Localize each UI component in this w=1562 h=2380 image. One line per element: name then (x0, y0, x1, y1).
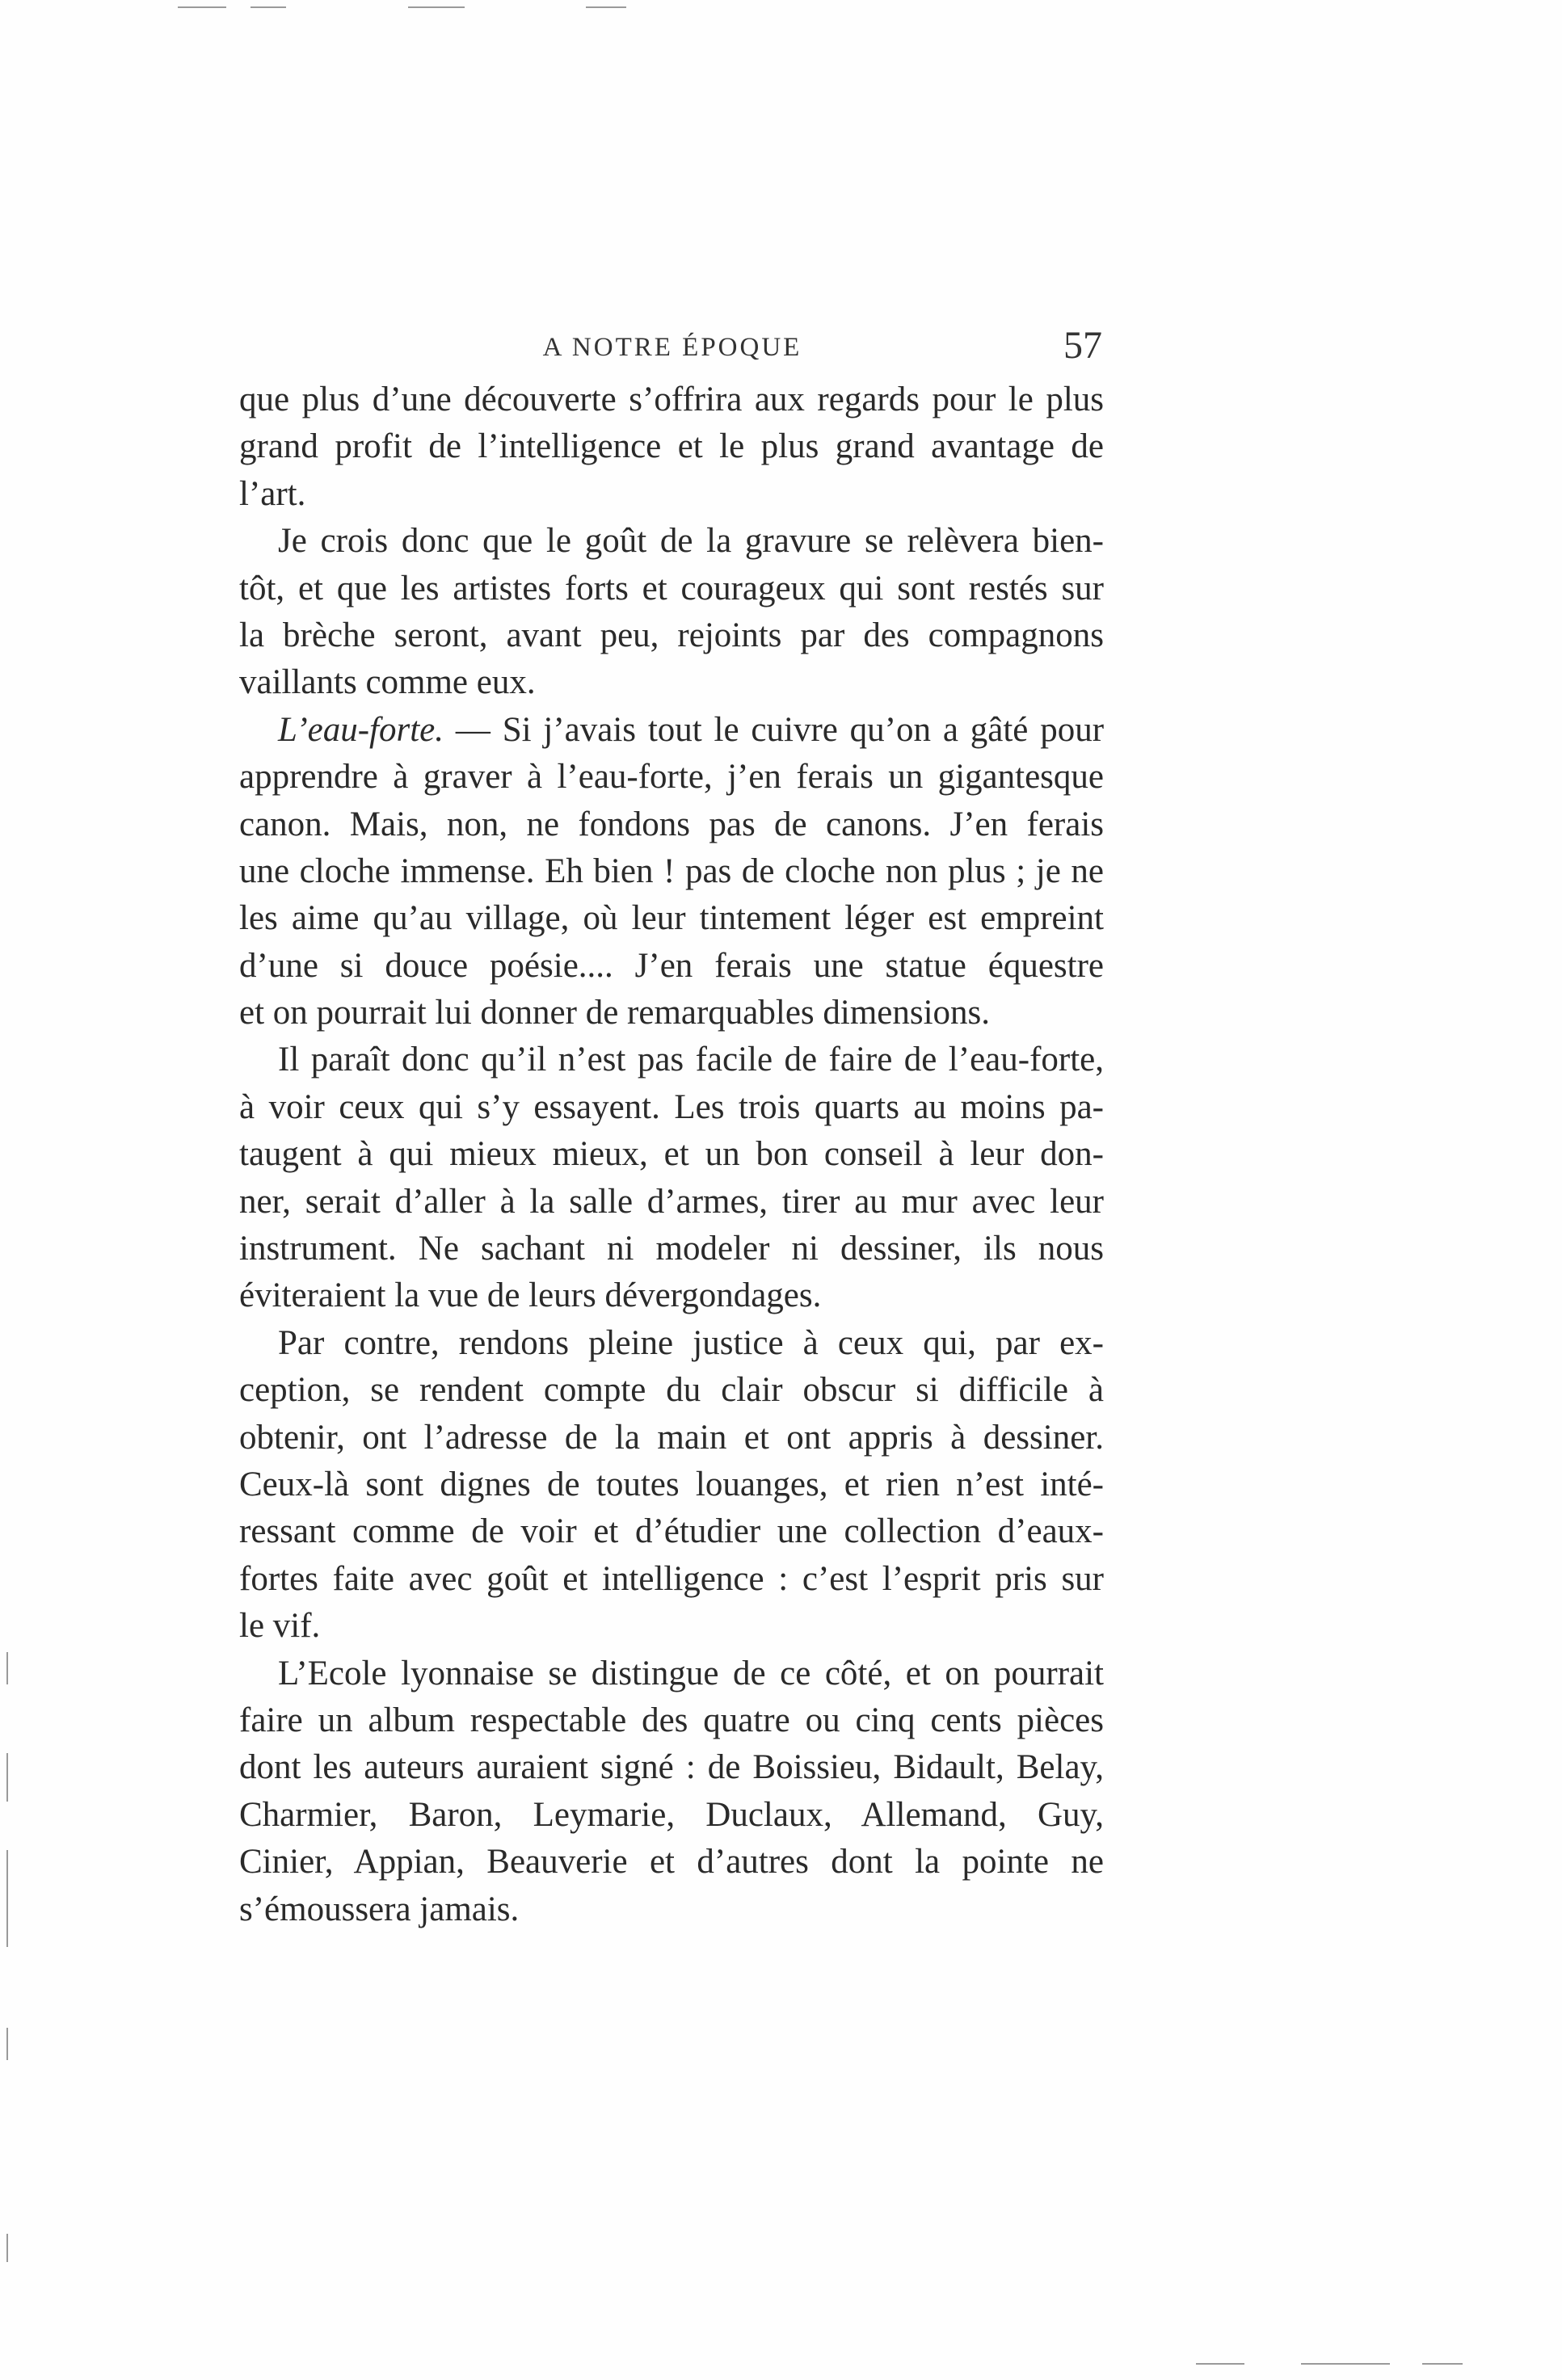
scan-artifact-left-5 (6, 2234, 8, 2262)
scan-artifact-left-3 (6, 1850, 8, 1947)
scan-artifact-left-4 (6, 2028, 8, 2060)
scan-artifact-left-1 (6, 1652, 8, 1684)
text-line: d’une si douce poésie.... J’en ferais une statue équestre (239, 946, 1104, 985)
text-line-with-heading (239, 707, 1104, 754)
text-line: le vif. (239, 1607, 321, 1646)
scan-artifact-bottom-2 (1301, 2363, 1390, 2365)
text-line: taugent à qui mieux mieux, et un bon conseil à leur don- (239, 1135, 1104, 1174)
text-line: Par contre, rendons pleine justice à ceux qui, par ex- (278, 1323, 1104, 1362)
text-line: une cloche immense. Eh bien ! pas de cloche non plus ; je ne (239, 852, 1104, 890)
section-heading-eau-forte: L’eau-forte. (278, 710, 444, 749)
text-line: ception, se rendent compte du clair obscur si difficile à (239, 1371, 1104, 1410)
running-head (236, 323, 1109, 380)
text-line: Ceux-là sont dignes de toutes louanges, et rien n’est inté- (239, 1465, 1104, 1503)
text-line: éviteraient la vue de leurs dévergondages. (239, 1276, 822, 1315)
text-line: s’émoussera jamais. (239, 1890, 520, 1928)
text-line: ressant comme de voir et d’étudier une collection d’eaux- (239, 1512, 1104, 1551)
text-line: à voir ceux qui s’y essayent. Les trois quarts au moins pa- (239, 1087, 1104, 1126)
text-line: — Si j’avais tout le cuivre qu’on a gâté pour (455, 710, 1105, 749)
scan-artifact-top-3 (408, 6, 465, 8)
text-line: Je crois donc que le goût de la gravure se relèvera bien- (278, 522, 1104, 561)
text-line: Cinier, Appian, Beauverie et d’autres dont la pointe ne (239, 1843, 1104, 1882)
scan-artifact-left-2 (6, 1753, 8, 1802)
text-line: obtenir, ont l’adresse de la main et ont appris à dessiner. (239, 1418, 1104, 1457)
text-line: Charmier, Baron, Leymarie, Duclaux, Allemand, Guy, (239, 1795, 1104, 1834)
page-number: 57 (1063, 324, 1102, 367)
text-line: ner, serait d’aller à la salle d’armes, tirer au mur avec leur (239, 1182, 1104, 1221)
scan-artifact-top-1 (178, 6, 226, 8)
text-line: la brèche seront, avant peu, rejoints par des compagnons (239, 616, 1104, 654)
text-line: instrument. Ne sachant ni modeler ni dessiner, ils nous (239, 1230, 1104, 1268)
scan-artifact-bottom-3 (1422, 2363, 1463, 2365)
text-line: L’Ecole lyonnaise se distingue de ce côté, et on pourrait (278, 1654, 1104, 1692)
text-line: canon. Mais, non, ne fondons pas de canons. J’en ferais (239, 805, 1104, 843)
text-line: l’art. (239, 474, 306, 513)
scan-artifact-top-2 (251, 6, 286, 8)
text-line: que plus d’une découverte s’offrira aux regards pour le plus (239, 381, 1104, 418)
text-line: grand profit de l’intelligence et le plus grand avantage de (239, 427, 1104, 466)
text-line: Il paraît donc qu’il n’est pas facile de faire de l’eau-forte, (278, 1041, 1104, 1079)
text-line: faire un album respectable des quatre ou cinq cents pièces (239, 1701, 1104, 1739)
text-line: vaillants comme eux. (239, 663, 536, 702)
body-text (239, 376, 1104, 1933)
text-line: dont les auteurs auraient signé : de Boissieu, Bidault, Belay, (239, 1748, 1104, 1787)
scan-artifact-bottom-1 (1196, 2363, 1244, 2365)
text-line: les aime qu’au village, où leur tintement léger est empreint (239, 899, 1104, 938)
text-line: fortes faite avec goût et intelligence : c’est l’esprit pris sur (239, 1559, 1104, 1598)
text-line: apprendre à graver à l’eau-forte, j’en ferais un gigantesque (239, 758, 1104, 797)
scan-artifact-top-4 (586, 6, 626, 8)
running-title: A NOTRE ÉPOQUE (542, 333, 802, 362)
text-line: et on pourrait lui donner de remarquables dimensions. (239, 994, 991, 1032)
text-line: tôt, et que les artistes forts et courageux qui sont restés sur (239, 569, 1104, 608)
